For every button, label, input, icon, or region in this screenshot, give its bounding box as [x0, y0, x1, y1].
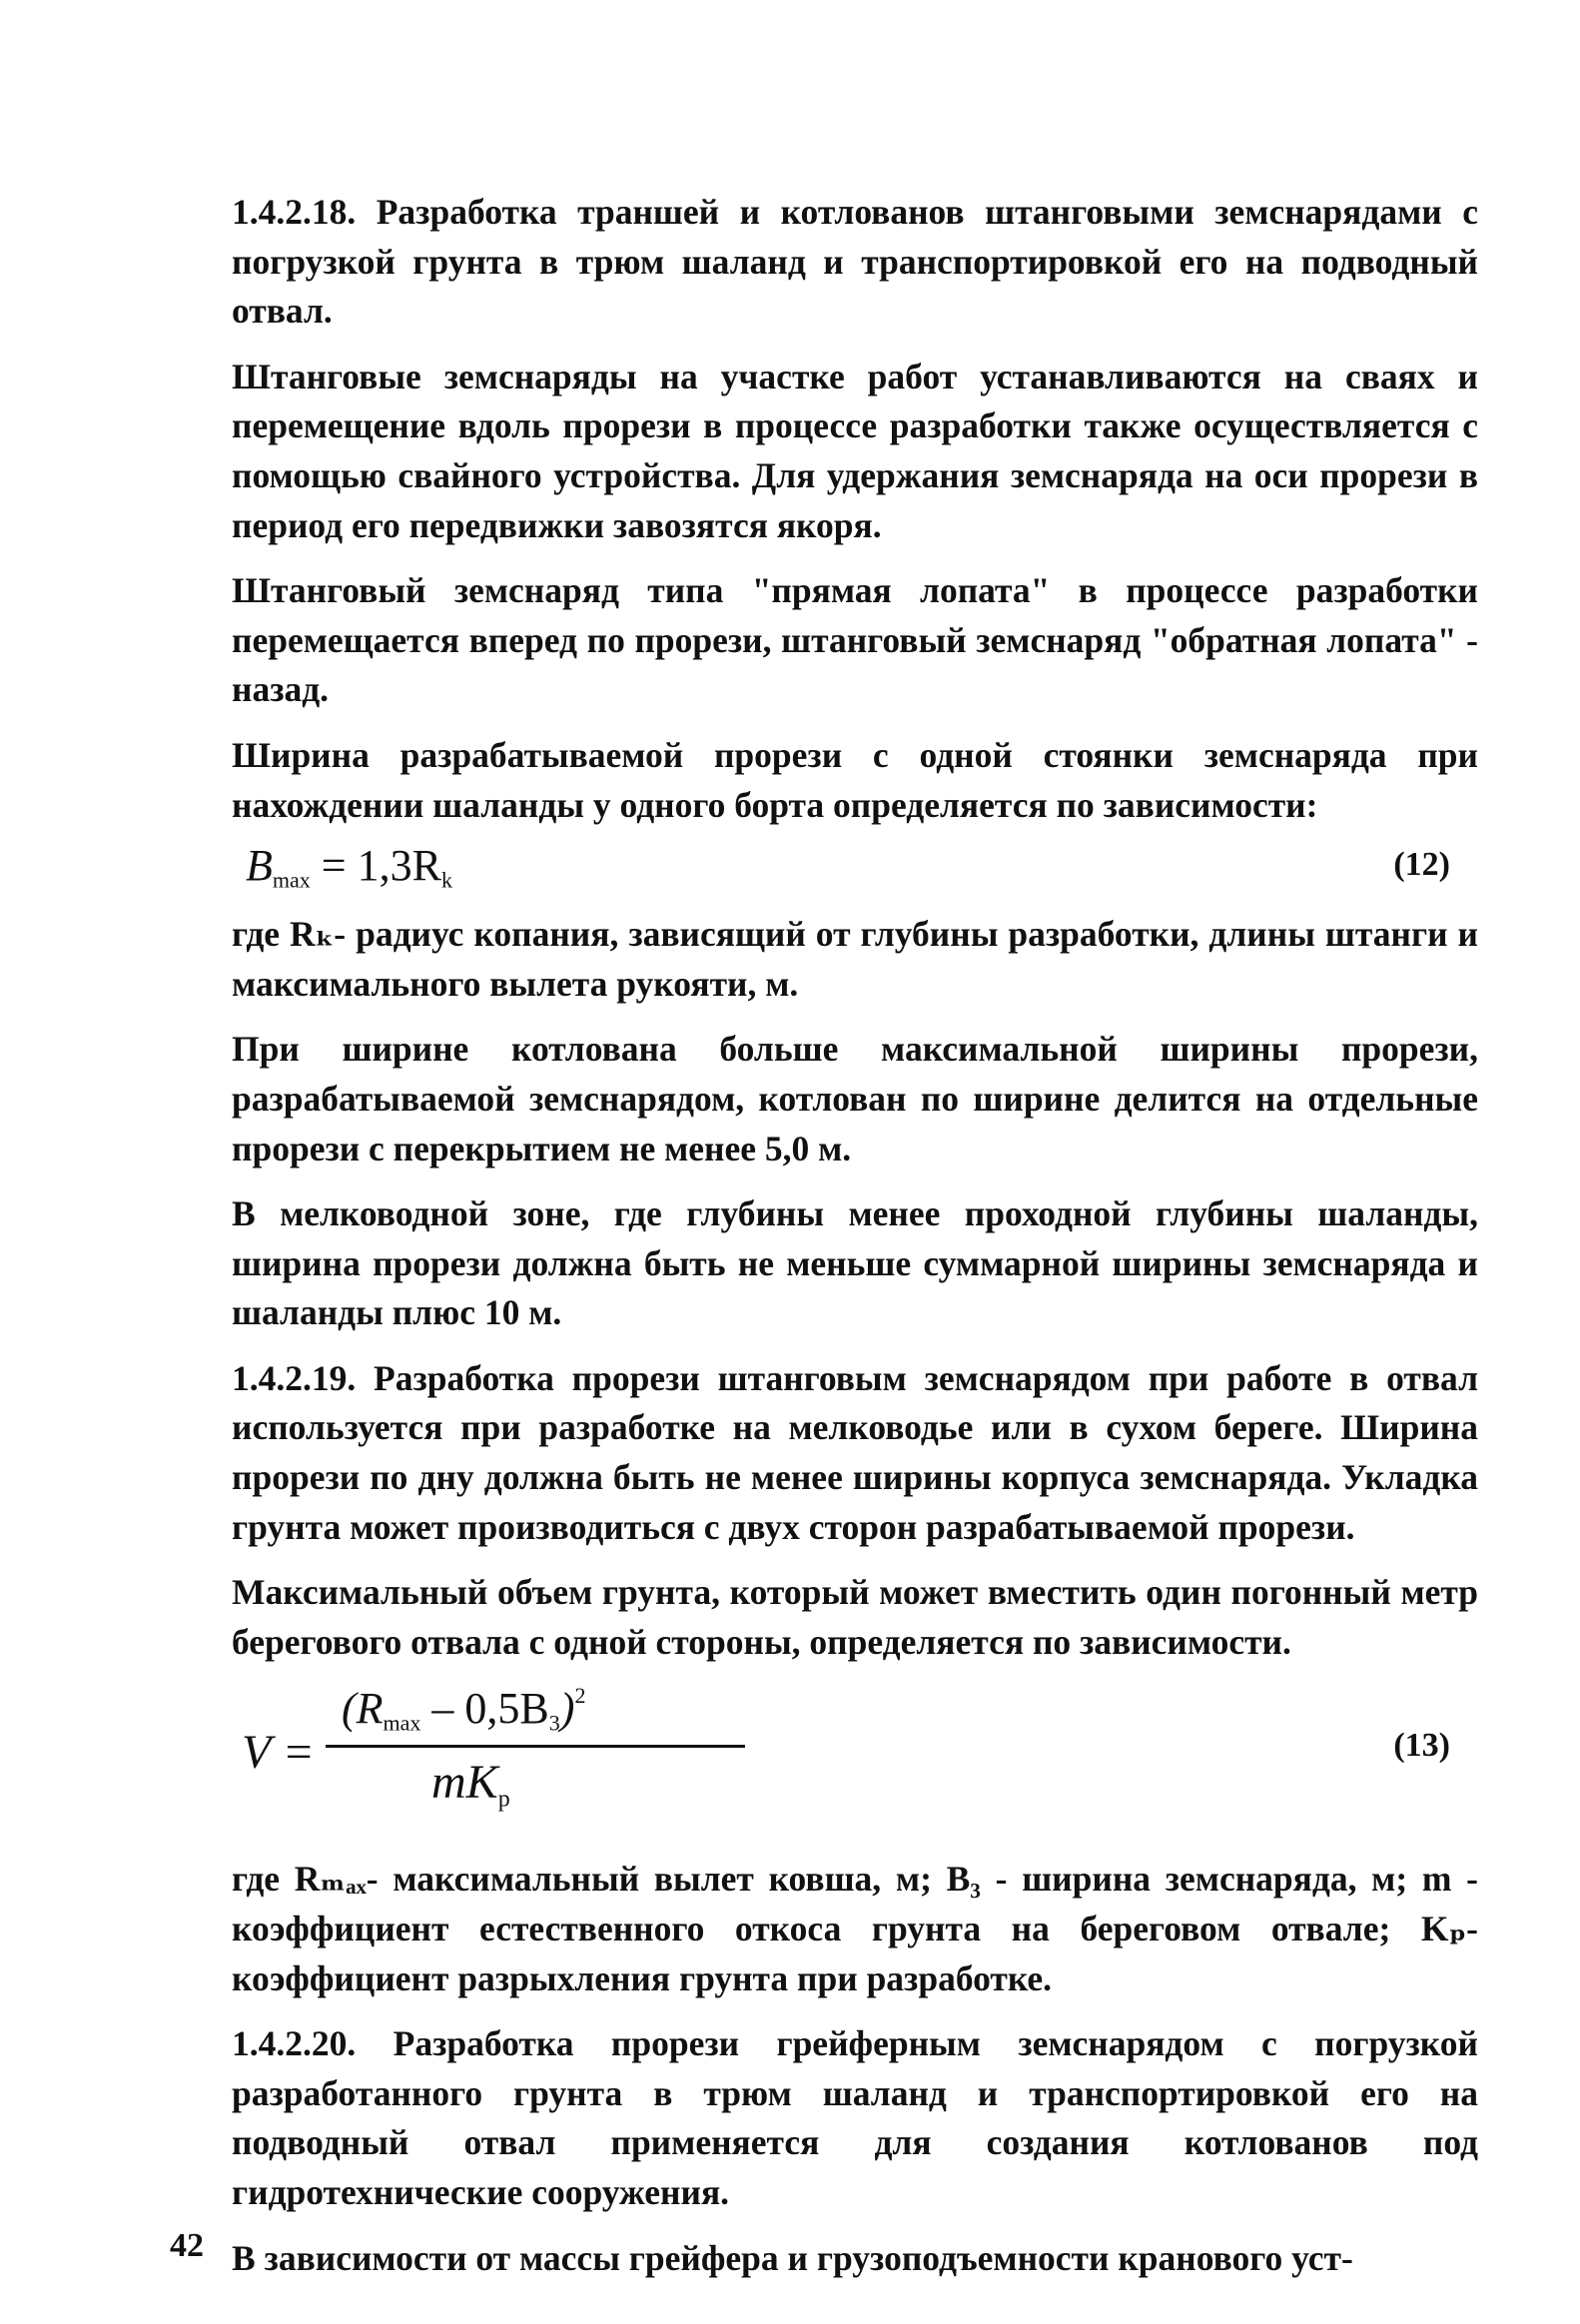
paragraph-1-4-2-20: 1.4.2.20. Разработка прорези грейферным земснарядом с погрузкой разработанного грунта в трюм шаланд и транспортировкой его на подводный отвал применяется для создания котлованов под гидротехнические сооружения. [232, 2023, 1478, 2212]
paragraph-pit-width: При ширине котлована больше максимальной ширины прорези, разрабатываемой земснарядом, котлован по ширине делится на отдельные прорези с перекрытием не менее 5,0 м. [232, 1029, 1478, 1168]
paragraph-grab-mass: В зависимости от массы грейфера и грузоподъемности кранового уст- [232, 2237, 1353, 2278]
formula-12 [232, 840, 1478, 900]
formula-13-fraction-bar [326, 1745, 745, 1748]
formula-13-lhs: V = [242, 1726, 315, 1780]
formula-13 [232, 1683, 1478, 1835]
formula-12-number: (12) [1393, 846, 1450, 884]
paragraph-1-4-2-18: 1.4.2.18. Разработка траншей и котлованов штанговыми земснарядами с погрузкой грунта в трюм шаланд и транспортировкой его на подводный отвал. [232, 192, 1478, 332]
paragraph-1-4-2-19: 1.4.2.19. Разработка прорези штанговым земснарядом при работе в отвал используется при разработке на мелководье или в сухом береге. Ширина прорези по дну должна быть не менее ширины корпуса земснаряда. Укладка грунта может производиться с двух сторон разрабатываемой прорези. [232, 1357, 1478, 1547]
paragraph-max-volume: Максимальный объем грунта, который может вместить один погонный метр берегового отвала с одной стороны, определяется по зависимости. [232, 1572, 1478, 1662]
paragraph-shallow-zone: В мелководной зоне, где глубины менее проходной глубины шаланды, ширина прорези должна быть не меньше суммарной ширины земснаряда и шаланды плюс 10 м. [232, 1193, 1478, 1333]
paragraph-dredgers-piles: Штанговые земснаряды на участке работ устанавливаются на сваях и перемещение вдоль прорези в процессе разработки также осуществляется с помощью свайного устройства. Для удержания земснаряда на оси прорези в период его передвижки завозятся якоря. [232, 356, 1478, 545]
paragraph-width-dependency: Ширина разрабатываемой прорези с одной стоянки земснаряда при нахождении шаланды у одного борта определяется по зависимости: [232, 734, 1478, 825]
formula-12-expression: $B_{max} = 1,3R_k$ [246, 841, 452, 893]
formula-13-numerator: $(R_{max} - 0,5B_3)^2$ [342, 1683, 586, 1737]
paragraph-rmax-definition: где Rₘₐₓ- максимальный вылет ковша, м; B₃ - ширина земснаряда, м; m - коэффициент естественного откоса грунта на береговом отвале; Kₚ- коэффициент разрыхления грунта при разработке. [232, 1859, 1478, 1998]
paragraph-shovel-types: Штанговый земснаряд типа "прямая лопата" в процессе разработки перемещается вперед по прорези, штанговый земснаряд "обратная лопата" - назад. [232, 570, 1478, 710]
paragraph-rk-definition: где Rₖ- радиус копания, зависящий от глубины разработки, длины штанги и максимального вылета рукояти, м. [232, 914, 1478, 1004]
formula-13-denominator: $mK_p$ [431, 1756, 510, 1813]
page-number: 42 [170, 2227, 204, 2264]
body-text [232, 188, 1478, 2299]
formula-13-number: (13) [1393, 1727, 1450, 1765]
